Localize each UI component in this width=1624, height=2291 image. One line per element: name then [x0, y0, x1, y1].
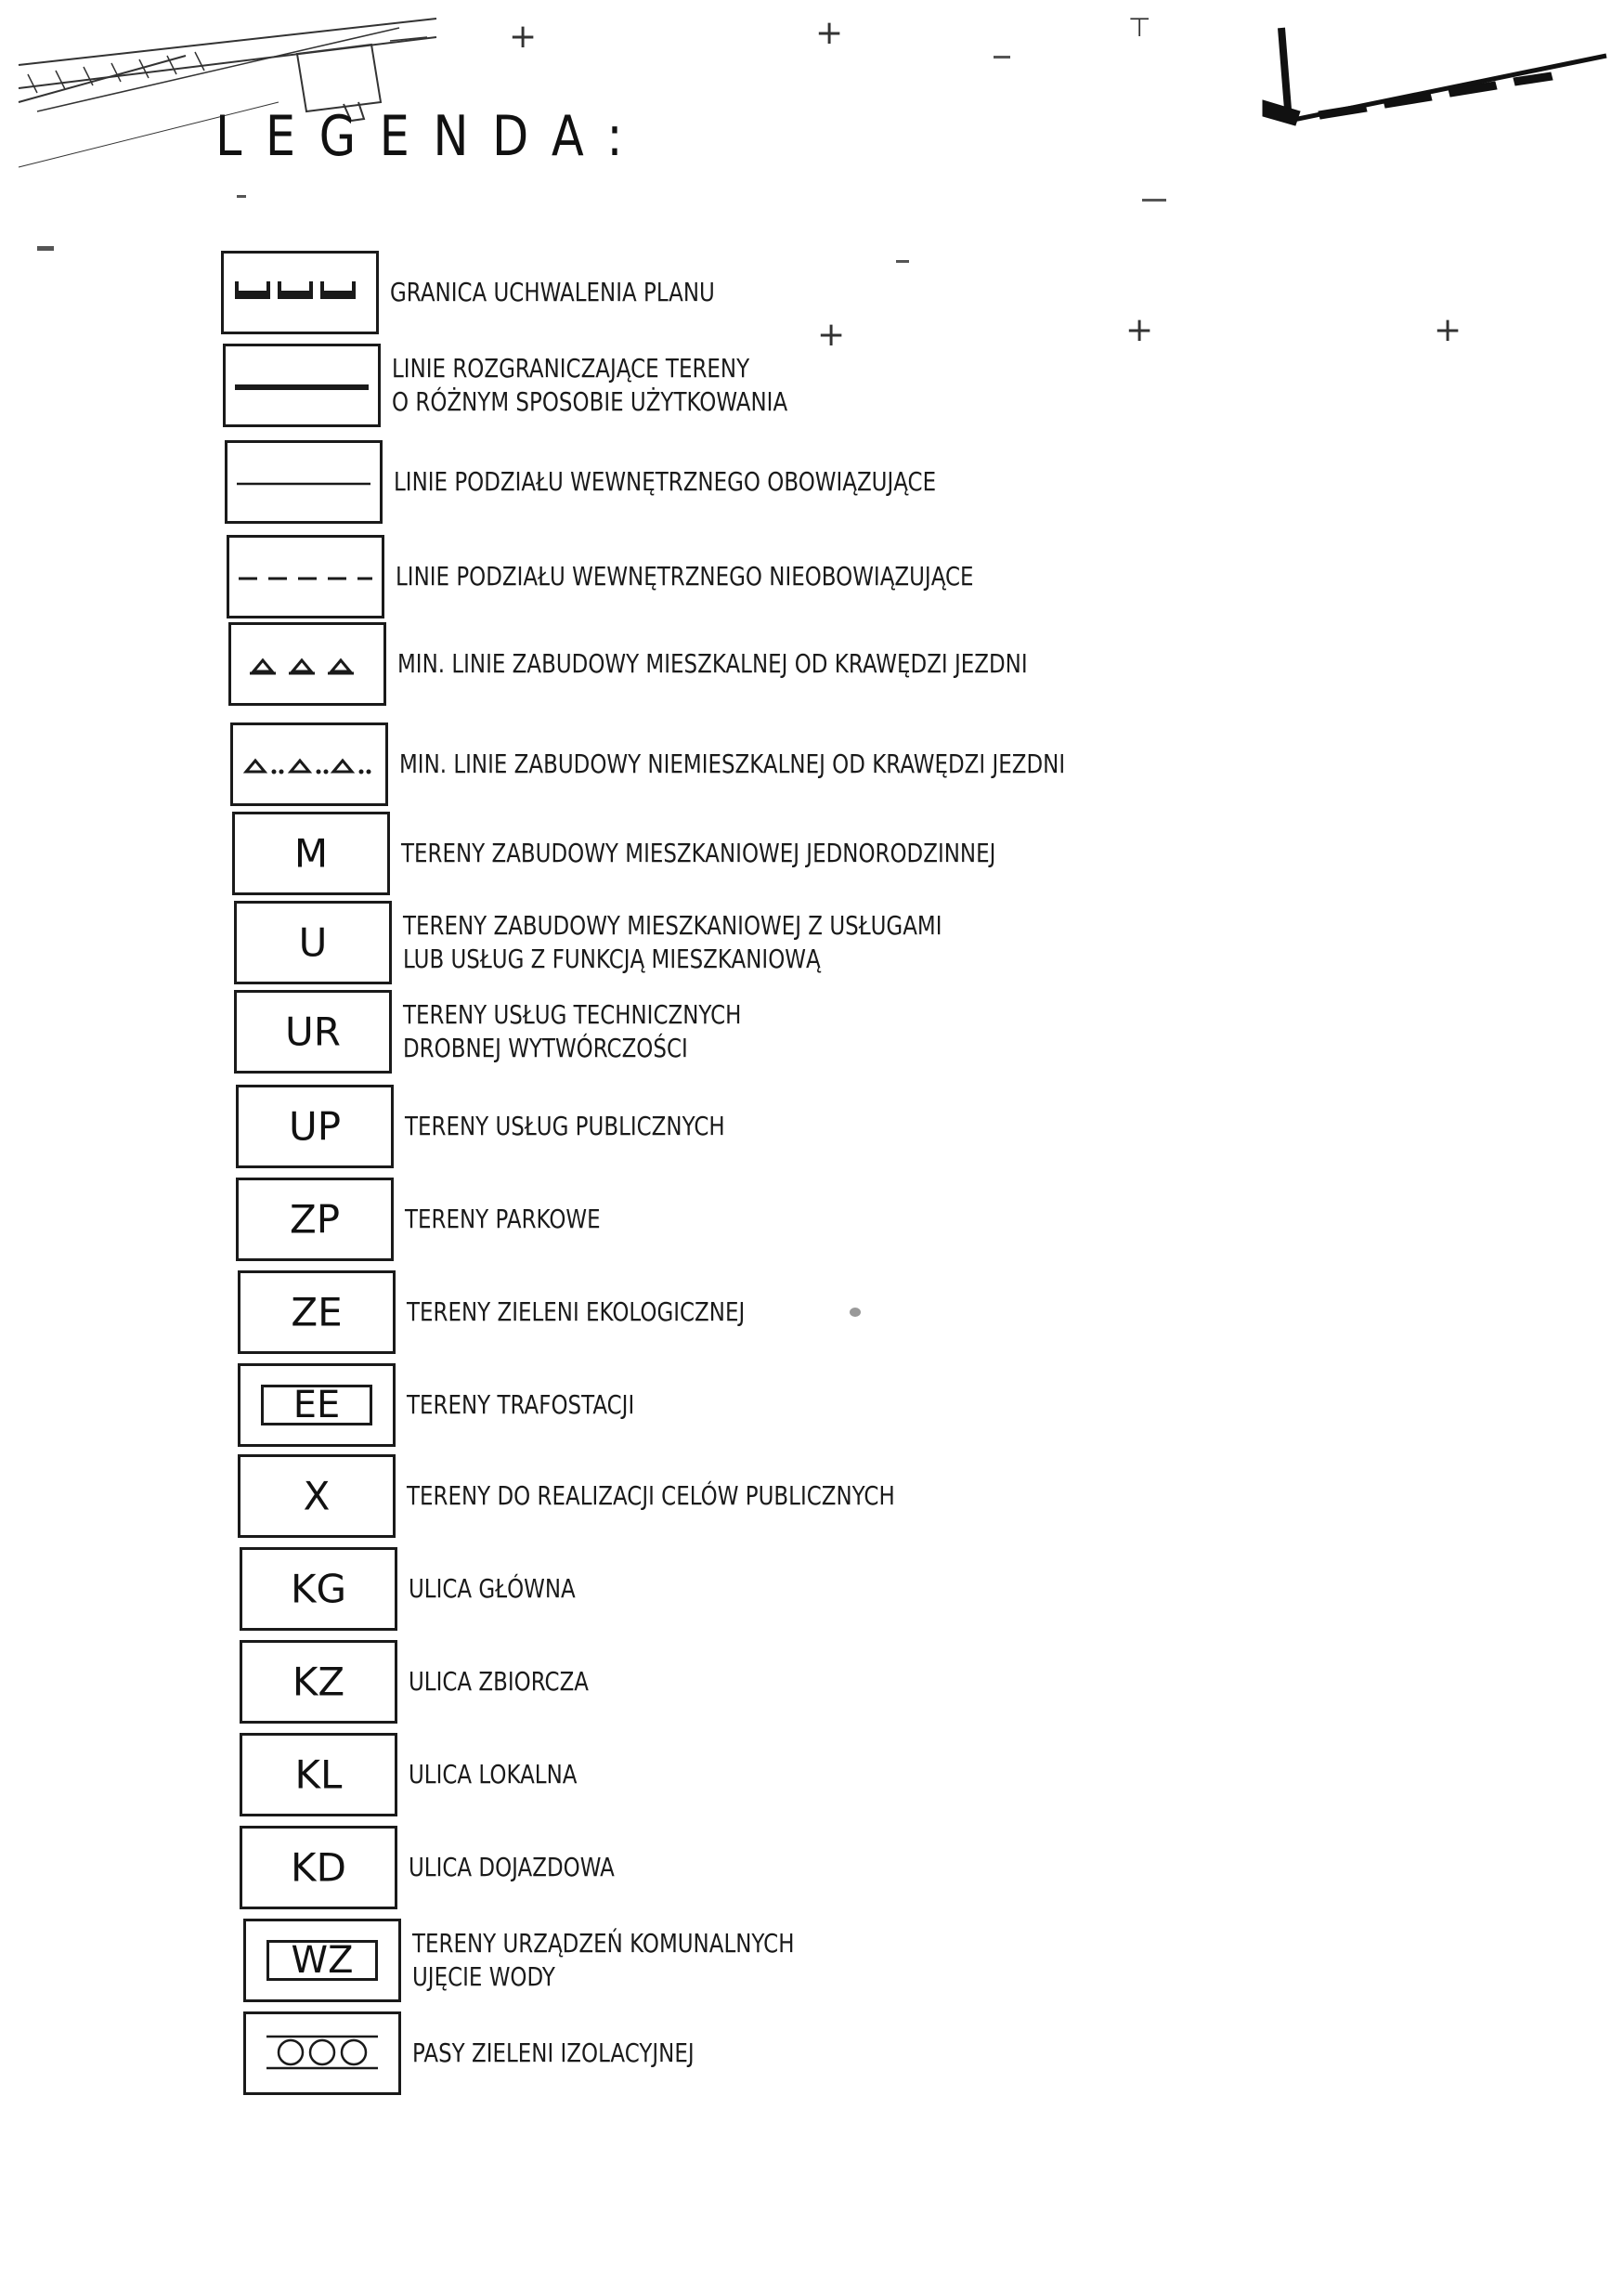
legend-description-line: TERENY ZABUDOWY MIESZKANIOWEJ JEDNORODZINNEJ [401, 838, 996, 868]
legend-description [407, 1388, 634, 1422]
legend-description [392, 352, 787, 419]
legend-description-line: TERENY TRAFOSTACJI [407, 1389, 635, 1420]
legend-code: KD [291, 1844, 346, 1891]
legend-symbol-code [240, 1547, 397, 1631]
legend-description-line: ULICA GŁÓWNA [409, 1573, 576, 1604]
legend-description [409, 1665, 589, 1699]
legend-description-line: TERENY USŁUG TECHNICZNYCH [403, 999, 742, 1030]
legend-code: KL [294, 1751, 343, 1798]
registration-cross: + [509, 18, 538, 56]
registration-cross: + [1125, 311, 1154, 349]
legend-description-line: LINIE ROZGRANICZAJĄCE TERENY [392, 353, 750, 384]
legend-description-line: GRANICA UCHWALENIA PLANU [390, 277, 715, 307]
legend-description-line: TERENY USŁUG PUBLICZNYCH [405, 1111, 725, 1141]
legend-description [407, 1295, 745, 1329]
legend-code: EE [261, 1385, 372, 1425]
legend-description [405, 1110, 725, 1143]
legend-symbol-code [240, 1826, 397, 1909]
legend-description [407, 1479, 895, 1513]
legend-symbol [223, 344, 381, 427]
legend-description [403, 998, 741, 1065]
legend-symbol-code [240, 1733, 397, 1816]
legend-description-line: TERENY ZIELENI EKOLOGICZNEJ [407, 1296, 746, 1327]
legend-symbol [227, 535, 384, 618]
registration-cross: ⊤ [1128, 12, 1151, 43]
legend-symbol [243, 2011, 401, 2095]
legend-description-line: TERENY ZABUDOWY MIESZKANIOWEJ Z USŁUGAMI [403, 910, 942, 941]
legend-code: X [303, 1473, 331, 1519]
legend-code: KZ [292, 1659, 345, 1705]
legend-description-line: LINIE PODZIAŁU WEWNĘTRZNEGO OBOWIĄZUJĄCE [394, 466, 937, 497]
legend-description-line: LUB USŁUG Z FUNKCJĄ MIESZKANIOWĄ [403, 944, 821, 974]
registration-cross: + [1434, 311, 1462, 349]
legend-description [397, 647, 1028, 681]
legend-description-line: ULICA LOKALNA [409, 1759, 578, 1790]
legend-code: ZE [291, 1289, 343, 1335]
legend-description [412, 1927, 794, 1994]
legend-symbol-code [238, 1454, 396, 1538]
legend-code: KG [290, 1566, 347, 1612]
legend-description-line: ULICA ZBIORCZA [409, 1666, 590, 1697]
legend-description [409, 1572, 576, 1606]
legend-symbol-boxed-code [238, 1363, 396, 1447]
legend-symbol-code [232, 812, 390, 895]
legend-symbol-code [234, 990, 392, 1074]
legend-symbol-code [234, 901, 392, 984]
legend-description [409, 1851, 615, 1884]
legend-symbol-code [236, 1178, 394, 1261]
legend-description [403, 909, 942, 976]
legend-description-line: UJĘCIE WODY [412, 1961, 555, 1992]
legend-symbol-code [240, 1640, 397, 1724]
legend-code: WZ [266, 1940, 378, 1981]
legend-symbol [225, 440, 383, 524]
legend-symbol-code [236, 1085, 394, 1168]
legend-description-line: TERENY DO REALIZACJI CELÓW PUBLICZNYCH [407, 1480, 895, 1511]
legend-description [405, 1203, 601, 1236]
legend-description-line: LINIE PODZIAŁU WEWNĘTRZNEGO NIEOBOWIĄZUJĄCE [396, 561, 974, 592]
legend-description [396, 560, 974, 593]
legend-description [409, 1758, 577, 1791]
legend-symbol-code [238, 1270, 396, 1354]
registration-cross: + [817, 316, 846, 354]
legend-description-line: DROBNEJ WYTWÓRCZOŚCI [403, 1033, 688, 1063]
legend-description-line: MIN. LINIE ZABUDOWY MIESZKALNEJ OD KRAWĘDZI JEZDNI [397, 648, 1028, 679]
legend-description-line: MIN. LINIE ZABUDOWY NIEMIESZKALNEJ OD KRAWĘDZI JEZDNI [399, 748, 1066, 779]
legend-symbol [221, 251, 379, 334]
legend-code: UR [285, 1009, 341, 1055]
legend-description [412, 2037, 695, 2070]
legend-title: LEGENDA: [215, 104, 647, 169]
legend-description [394, 465, 936, 499]
legend-description [399, 748, 1065, 781]
legend-description-line: O RÓŻNYM SPOSOBIE UŻYTKOWANIA [392, 386, 788, 417]
legend-description-line: TERENY PARKOWE [405, 1204, 601, 1234]
legend-description-line: PASY ZIELENI IZOLACYJNEJ [412, 2037, 695, 2068]
legend-symbol [228, 622, 386, 706]
legend-symbol-boxed-code [243, 1919, 401, 2002]
legend-code: ZP [289, 1196, 341, 1243]
legend-symbol [230, 722, 388, 806]
legend-code: M [293, 830, 329, 877]
legend-code: UP [288, 1103, 342, 1150]
registration-cross: + [815, 14, 844, 52]
legend-description-line: ULICA DOJAZDOWA [409, 1852, 615, 1882]
legend-code: U [298, 919, 328, 966]
legend-description-line: TERENY URZĄDZEŃ KOMUNALNYCH [412, 1928, 795, 1959]
legend-description [401, 837, 995, 870]
legend-description [390, 276, 715, 309]
